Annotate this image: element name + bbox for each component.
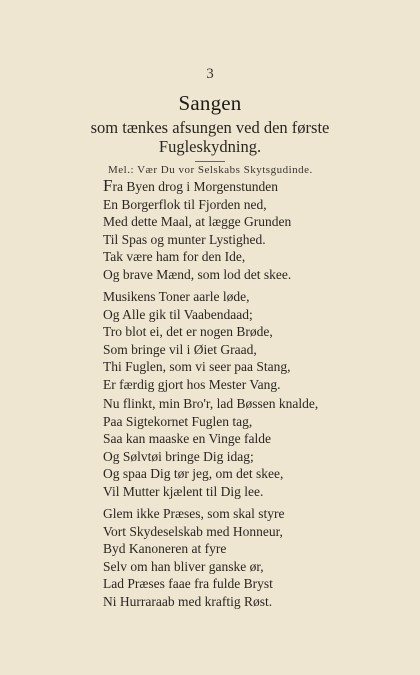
verse-line: Tak være ham for den Ide, xyxy=(103,249,246,265)
stanza-4 xyxy=(103,505,285,611)
verse-line: Thi Fuglen, som vi seer paa Stang, xyxy=(103,359,291,375)
verse-line: Selv om han bliver ganske ør, xyxy=(103,558,264,574)
verse-line: Med dette Maal, at lægge Grunden xyxy=(103,214,292,230)
stanza-2 xyxy=(103,288,290,394)
stanza-3 xyxy=(103,395,318,501)
verse-line: Vort Skydeselskab med Honneur, xyxy=(103,523,283,539)
verse-line: En Borgerflok til Fjorden ned, xyxy=(103,196,267,212)
verse-line: Og Sølvtøi bringe Dig idag; xyxy=(103,448,254,464)
verse-line xyxy=(103,178,291,196)
verse-line: Byd Kanoneren at fyre xyxy=(103,541,227,557)
page-number: 3 xyxy=(206,66,214,82)
verse-line: Til Spas og munter Lystighed. xyxy=(103,231,266,247)
verse-line: Som bringe vil i Øiet Graad, xyxy=(103,341,257,357)
verse-line: Vil Mutter kjælent til Dig lee. xyxy=(103,483,264,499)
verse-line: Saa kan maaske en Vinge falde xyxy=(103,431,271,447)
poem-title: Sangen xyxy=(178,91,242,115)
verse-line: Musikens Toner aarle løde, xyxy=(103,289,250,304)
verse-line: Glem ikke Præses, som skal styre xyxy=(103,506,285,521)
verse-line: Nu flinkt, min Bro'r, lad Bøssen knalde, xyxy=(103,396,319,411)
verse-line-text: ra Byen drog i Morgenstunden xyxy=(112,179,278,194)
verse-line: Ni Hurraraab med kraftig Røst. xyxy=(103,593,273,609)
divider-rule xyxy=(195,161,225,162)
verse-line: Paa Sigtekornet Fuglen tag, xyxy=(103,413,253,429)
stanza-1 xyxy=(103,178,291,284)
drop-cap: F xyxy=(103,176,113,195)
verse-line: Er færdig gjort hos Mester Vang. xyxy=(103,376,281,392)
verse-line: Og spaa Dig tør jeg, om det skee, xyxy=(103,466,284,482)
verse-line: Tro blot ei, det er nogen Brøde, xyxy=(103,324,273,340)
melody-note: Mel.: Vær Du vor Selskabs Skytsgudinde. xyxy=(108,164,313,176)
verse-line: Og Alle gik til Vaabendaad; xyxy=(103,306,253,322)
subtitle-line-1: som tænkes afsungen ved den første xyxy=(90,118,330,137)
subtitle-line-2: Fugleskydning. xyxy=(158,137,262,156)
verse-line: Og brave Mænd, som lod det skee. xyxy=(103,266,292,282)
verse-line: Lad Præses faae fra fulde Bryst xyxy=(103,576,273,592)
